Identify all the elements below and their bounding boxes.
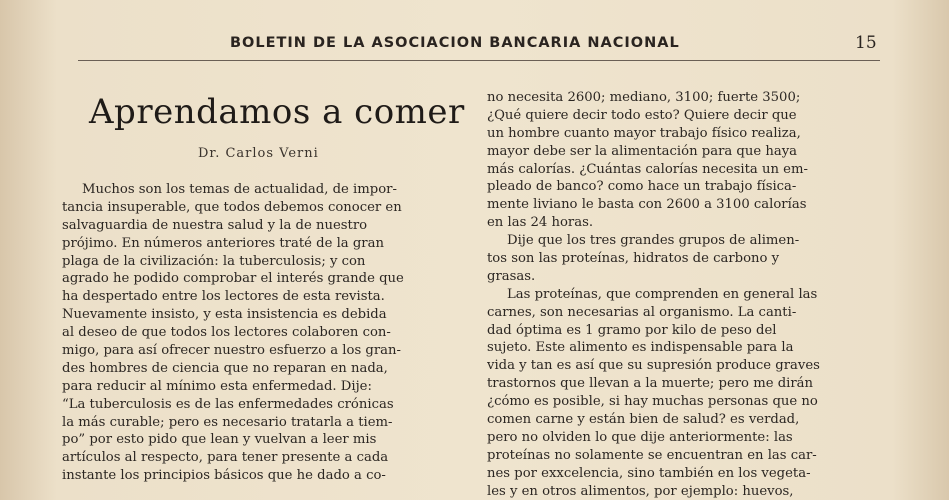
paragraph-line: dad óptima es 1 gramo por kilo de peso del xyxy=(487,322,777,338)
paragraph-line: ¿Qué quiere decir todo esto? Quiere decir que xyxy=(487,107,797,123)
paragraph-line: mente liviano le basta con 2600 a 3100 calorías xyxy=(487,197,807,213)
paragraph-line: prójimo. En números anteriores traté de la gran xyxy=(62,235,384,251)
paragraph-line: “La tuberculosis es de las enfermedades crónicas xyxy=(62,396,394,412)
paragraph-line: comen carne y están bien de salud? es verdad, xyxy=(487,412,800,428)
running-head: BOLETIN DE LA ASOCIACION BANCARIA NACIONAL xyxy=(230,35,680,51)
paragraph-line: Las proteínas, que comprenden en general las xyxy=(507,286,818,302)
paragraph-line: mayor debe ser la alimentación para que haya xyxy=(487,143,798,159)
paragraph-line: Muchos son los temas de actualidad, de impor- xyxy=(82,182,397,197)
article-author: Dr. Carlos Verni xyxy=(198,146,319,161)
paragraph-line: al deseo de que todos los lectores colaboren con- xyxy=(62,325,391,341)
paragraph-line: salvaguardia de nuestra salud y la de nuestro xyxy=(62,217,368,233)
paragraph-line: artículos al respecto, para tener presente a cada xyxy=(62,450,389,466)
paragraph-line: agrado he podido comprobar el interés grande que xyxy=(62,271,404,287)
left-column xyxy=(62,90,465,485)
paragraph-line: proteínas no solamente se encuentran en las car- xyxy=(487,447,817,463)
paragraph-line: instante los principios básicos que he dado a co- xyxy=(62,468,386,484)
paragraph-line: vida y tan es así que su supresión produce graves xyxy=(487,358,820,374)
paragraph-line: plaga de la civilización: la tuberculosis; y con xyxy=(62,253,366,269)
article-title: Aprendamos a comer xyxy=(89,92,465,132)
paragraph-line: po” por esto pido que lean y vuelvan a leer mis xyxy=(62,432,377,448)
paragraph-line: des hombres de ciencia que no reparan en nada, xyxy=(62,360,388,376)
paragraph-line: un hombre cuanto mayor trabajo físico realiza, xyxy=(487,125,801,141)
paragraph-line: trastornos que llevan a la muerte; pero me dirán xyxy=(487,376,814,392)
right-column xyxy=(487,89,885,500)
paragraph-line: nes por exxcelencia, sino también en los vegeta- xyxy=(487,465,811,481)
header-rule xyxy=(78,60,880,61)
paragraph-line: la más curable; pero es necesario tratarla a tiem- xyxy=(62,414,393,430)
paragraph-line: ¿cómo es posible, si hay muchas personas que no xyxy=(487,394,818,410)
paragraph-line: les y en otros alimentos, por ejemplo: huevos, xyxy=(487,483,794,499)
paragraph-line: Nuevamente insisto, y esta insistencia es debida xyxy=(62,307,387,323)
paragraph-line: migo, para así ofrecer nuestro esfuerzo a los gran- xyxy=(62,343,401,359)
paragraph-line: grasas. xyxy=(487,268,536,284)
paragraph-line: sujeto. Este alimento es indispensable para la xyxy=(487,340,794,356)
paragraph-line: pero no olviden lo que dije anteriormente: las xyxy=(487,429,793,445)
paragraph-line: tos son las proteínas, hidratos de carbono y xyxy=(487,251,780,267)
page-number: 15 xyxy=(855,33,877,53)
page-header xyxy=(0,30,949,58)
paragraph-line: Dije que los tres grandes grupos de alimen- xyxy=(507,233,800,249)
paragraph-line: ha despertado entre los lectores de esta revista. xyxy=(62,289,385,305)
paragraph-line: pleado de banco? como hace un trabajo física- xyxy=(487,179,797,195)
paragraph-line: más calorías. ¿Cuántas calorías necesita un em- xyxy=(487,161,808,177)
paragraph-line: en las 24 horas. xyxy=(487,215,594,231)
left-column-text xyxy=(62,181,462,485)
paragraph-line: para reducir al mínimo esta enfermedad. Dije: xyxy=(62,378,372,394)
paragraph-line: tancia insuperable, que todos debemos conocer en xyxy=(62,199,402,215)
paragraph-line: no necesita 2600; mediano, 3100; fuerte 3500; xyxy=(487,90,801,105)
paragraph-line: carnes, son necesarias al organismo. La canti- xyxy=(487,304,797,320)
